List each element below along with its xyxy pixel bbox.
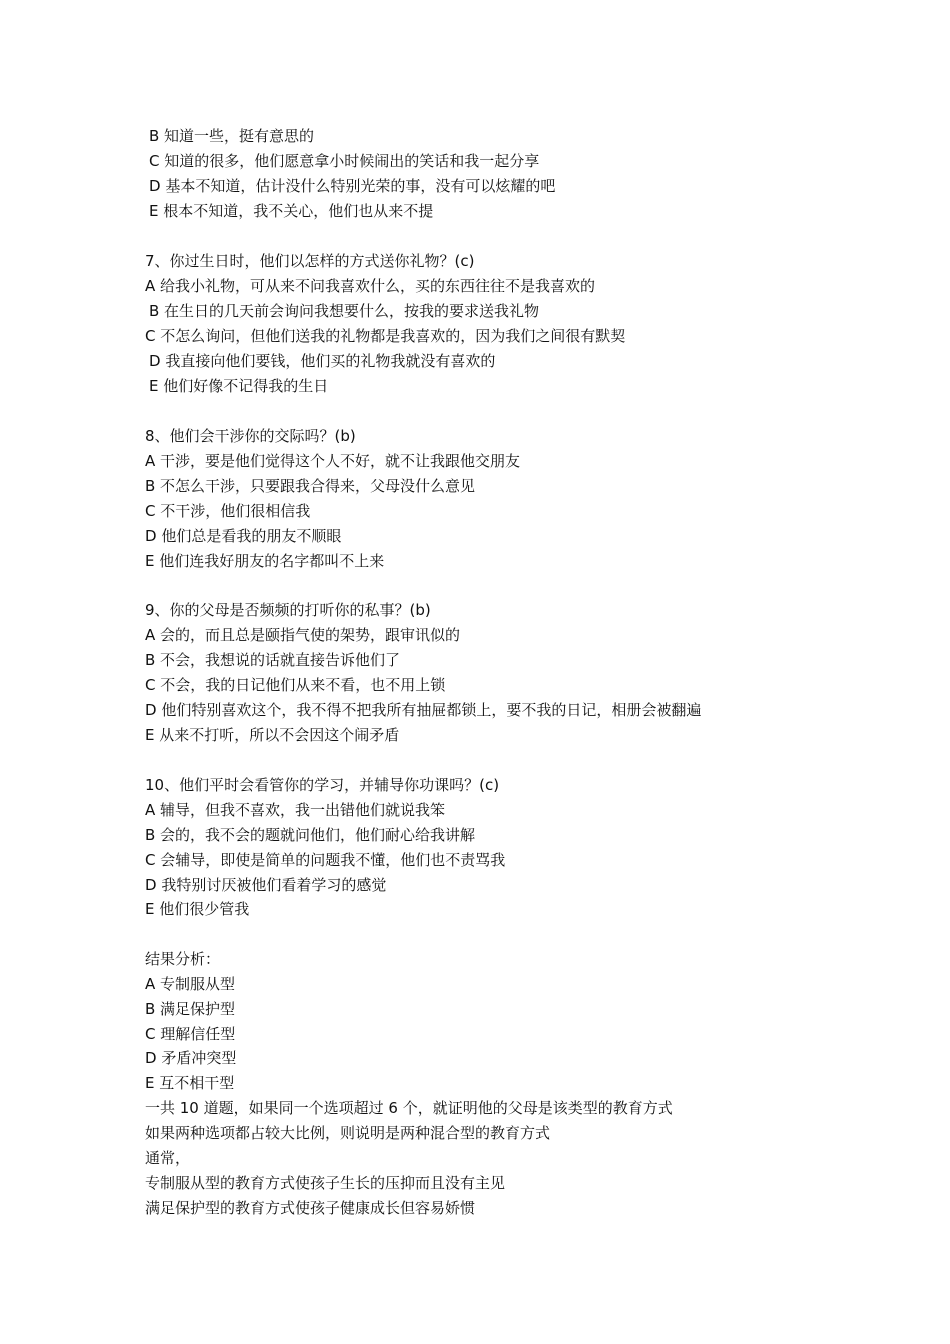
analysis-note-5: 满足保护型的教育方式使孩子健康成长但容易娇惯 — [145, 1199, 476, 1217]
q7-option-b: B 在生日的几天前会询问我想要什么，按我的要求送我礼物 — [149, 302, 540, 320]
analysis-type-b: B 满足保护型 — [145, 1000, 236, 1018]
q8-option-d: D 他们总是看我的朋友不顺眼 — [145, 527, 342, 545]
analysis-type-c: C 理解信任型 — [145, 1025, 236, 1043]
analysis-type-e: E 互不相干型 — [145, 1074, 235, 1092]
analysis-type-d: D 矛盾冲突型 — [145, 1049, 237, 1067]
q8-option-e: E 他们连我好朋友的名字都叫不上来 — [145, 552, 385, 570]
q9-option-e: E 从来不打听，所以不会因这个闹矛盾 — [145, 726, 400, 744]
q8-option-c: C 不干涉，他们很相信我 — [145, 502, 311, 520]
analysis-note-3: 通常， — [145, 1149, 191, 1167]
q6-option-c: C 知道的很多，他们愿意拿小时候闹出的笑话和我一起分享 — [149, 152, 540, 170]
q9-question: 9、你的父母是否频频的打听你的私事？(b) — [145, 601, 431, 619]
q9-option-a: A 会的，而且总是颐指气使的架势，跟审讯似的 — [145, 626, 461, 644]
q10-option-c: C 会辅导，即使是简单的问题我不懂，他们也不责骂我 — [145, 851, 506, 869]
q7-option-a: A 给我小礼物，可从来不问我喜欢什么，买的东西往往不是我喜欢的 — [145, 277, 596, 295]
q8-option-a: A 干涉，要是他们觉得这个人不好，就不让我跟他交朋友 — [145, 452, 521, 470]
q6-option-d: D 基本不知道，估计没什么特别光荣的事，没有可以炫耀的吧 — [149, 177, 556, 195]
q10-option-d: D 我特别讨厌被他们看着学习的感觉 — [145, 876, 387, 894]
analysis-note-4: 专制服从型的教育方式使孩子生长的压抑而且没有主见 — [145, 1174, 506, 1192]
q7-option-d: D 我直接向他们要钱，他们买的礼物我就没有喜欢的 — [149, 352, 496, 370]
analysis-type-a: A 专制服从型 — [145, 975, 236, 993]
analysis-heading: 结果分析： — [145, 950, 221, 968]
q7-option-c: C 不怎么询问，但他们送我的礼物都是我喜欢的，因为我们之间很有默契 — [145, 327, 626, 345]
q8-question: 8、他们会干涉你的交际吗？(b) — [145, 427, 356, 445]
q10-option-a: A 辅导，但我不喜欢，我一出错他们就说我笨 — [145, 801, 446, 819]
q9-option-d: D 他们特别喜欢这个，我不得不把我所有抽屉都锁上，要不我的日记，相册会被翻遍 — [145, 701, 702, 719]
analysis-note-2: 如果两种选项都占较大比例，则说明是两种混合型的教育方式 — [145, 1124, 551, 1142]
analysis-note-1: 一共 10 道题，如果同一个选项超过 6 个，就证明他的父母是该类型的教育方式 — [145, 1099, 673, 1117]
q8-option-b: B 不怎么干涉，只要跟我合得来，父母没什么意见 — [145, 477, 476, 495]
q9-option-b: B 不会，我想说的话就直接告诉他们了 — [145, 651, 401, 669]
q10-question: 10、他们平时会看管你的学习，并辅导你功课吗？(c) — [145, 776, 500, 794]
q7-question: 7、你过生日时，他们以怎样的方式送你礼物？(c) — [145, 252, 475, 270]
q7-option-e: E 他们好像不记得我的生日 — [149, 377, 329, 395]
q6-option-e: E 根本不知道，我不关心，他们也从来不提 — [149, 202, 434, 220]
q10-option-b: B 会的，我不会的题就问他们，他们耐心给我讲解 — [145, 826, 476, 844]
q6-option-b: B 知道一些，挺有意思的 — [149, 127, 315, 145]
q9-option-c: C 不会，我的日记他们从来不看，也不用上锁 — [145, 676, 446, 694]
q10-option-e: E 他们很少管我 — [145, 900, 250, 918]
